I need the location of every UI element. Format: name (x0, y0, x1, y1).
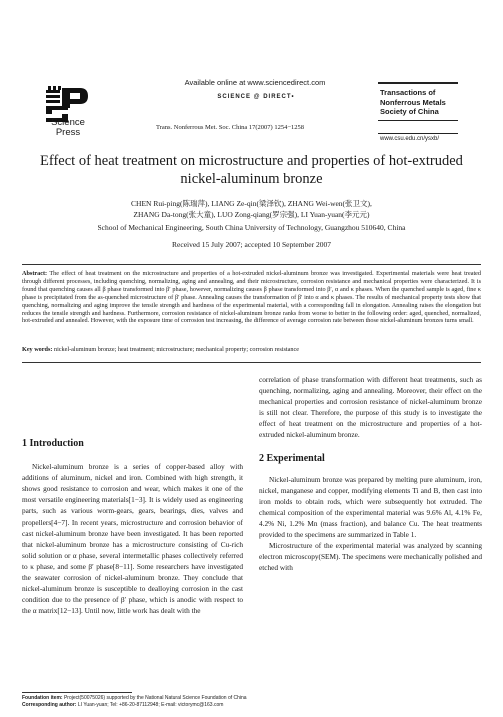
footnotes (22, 695, 482, 709)
journal-rule (378, 120, 458, 121)
journal-citation: Trans. Nonferrous Met. Soc. China 17(2007) 1254−1258 (155, 124, 305, 131)
publisher-name: Science Press (51, 117, 85, 138)
paper-title: Effect of heat treatment on microstructure and properties of hot-extruded nickel-aluminum bronze (40, 153, 463, 187)
affiliation: School of Mechanical Engineering, South China University of Technology, Guangzhou 510640, China (97, 223, 406, 232)
right-column (259, 374, 482, 574)
journal-url[interactable]: www.csu.edu.cn/ysxb/ (380, 136, 440, 142)
experimental-heading: 2 Experimental (259, 452, 325, 464)
abstract (22, 270, 481, 325)
footnote-author-text: LI Yuan-yuan; Tel: +86-20-87112948; E-mail: victorymc@163.com (77, 702, 224, 708)
sciencedirect-logo (176, 94, 336, 108)
keywords-text: nickel-aluminum bronze; heat treatment; microstructure; mechanical property; corrosion resistance (53, 346, 299, 353)
sciencedirect-brand: SCIENCE @ DIRECT• (217, 94, 295, 100)
abstract-text: The effect of heat treatment on the microstructure and properties of a hot-extruded nickel-aluminum bronze was investigated. Experimental materials were heat treated through different processes, including quenching, normalizing, aging and annealing, and their microstructure, corrosion resistance and mechanical properties were characterized. It is found that quenching causes all β phase transformed into β′ phase, however, normalizing causes β phase transformed into β′, α and κ phases. When the quenched sample is aged, fine κ phase is precipitated from the as-quenched microstructure of β′ phase. Annealing causes the transformation of β′ into α and κ phases. The results of mechanical property tests show that quenching, normalizing and aging improve the tensile strength and hardness of the experimental material, with a corresponding fall in elongation. Annealing raises the elongation but reduces the tensile strength and hardness. Furthermore, corrosion resistance of nickel-aluminum bronze ranks from worse to better in the following order: aged, quenched, normalized, hot-extruded and annealed. However, with the exposure time of corrosion test increasing, the difference of average corrosion rate between those nickel-aluminum bronzes turns small. (22, 270, 481, 325)
right-paragraph-2: Nickel-aluminum bronze was prepared by melting pure aluminum, iron, nickel, manganese and copper, modifying elements Ti and B, then cast into iron molds to obtain rods, which were subsequently hot extruded. The chemical composition of the experimental material was 9.6% Al, 4.1% Fe, 4.2% Ni, 1.2% Mn (mass fraction), and balance Cu. The heat treatments provided to the specimens are summarized in Table 1. (259, 474, 482, 540)
footnote-foundation-text: Project(50075026) supported by the National Natural Science Foundation of China (63, 695, 247, 701)
abstract-top-rule (22, 264, 481, 265)
journal-rule (378, 82, 458, 84)
journal-rule (378, 133, 458, 134)
intro-paragraph: Nickel-aluminum bronze is a series of copper-based alloy with additions of aluminum, nickel and iron. Combined with high strength, it shows good resistance to corrosion and wear, which makes it one of the most versatile engineering materials[1−3]. It is widely used as engineering parts, such as various worm-gears, gears, bearings, dies, valves and propellers[4−7]. In recent years, microstructure and corrosion behavior of cast nickel-aluminum bronze have been investigated. It has been reported that nickel-aluminum bronze has a microstructure consisting of Cu-rich solid solution or α phase, several intermetallic phases collectively referred to κ phase, and some β′ phase[8−11]. Some researchers have investigated the seawater corrosion of nickel-aluminum bronze. They conclude that nickel-aluminum bronze is susceptible to dealloying corrosion in the cast condition due to the presence of β′ phase, which is anodic with respect to the α matrix[12−13]. Until now, little work has dealt with the (22, 462, 243, 616)
keywords-label: Key words: (22, 346, 53, 353)
footnote-rule (22, 692, 132, 693)
left-column (22, 438, 243, 616)
abstract-bottom-rule (22, 362, 481, 363)
authors-line-1: CHEN Rui-ping(陈瑞萍), LIANG Ze-qin(梁泽钦), ZHANG Wei-wen(张卫文), (131, 199, 372, 208)
footnote-foundation (22, 695, 482, 702)
abstract-label: Abstract: (22, 270, 48, 277)
right-paragraph-3: Microstructure of the experimental material was analyzed by scanning electron microscopy(SEM). The specimens were mechanically polished and etched with (259, 541, 482, 573)
footnote-author-label: Corresponding author: (22, 702, 77, 708)
available-online-link[interactable]: Available online at www.sciencedirect.com (184, 78, 326, 87)
received-dates: Received 15 July 2007; accepted 10 September 2007 (172, 240, 331, 249)
author-list (40, 198, 463, 220)
right-paragraph-1: correlation of phase transformation with different heat treatments, such as quenching, normalizing, aging and annealing. Moreover, their effect on the mechanical properties and corrosion resistance of nickel-aluminum bronze is still not clear. Therefore, the purpose of this study is to investigate the effect of heat treatment on the microstructure and properties of a hot-extruded nickel-aluminum bronze. (259, 375, 482, 440)
footnote-foundation-label: Foundation item: (22, 695, 63, 701)
footnote-author (22, 702, 482, 709)
authors-line-2: ZHANG Da-tong(张大童), LUO Zong-qiang(罗宗强), LI Yuan-yuan(李元元) (133, 210, 370, 219)
intro-heading: 1 Introduction (22, 438, 84, 449)
keywords (22, 346, 481, 354)
journal-name: Transactions of Nonferrous Metals Society of China (380, 88, 446, 116)
